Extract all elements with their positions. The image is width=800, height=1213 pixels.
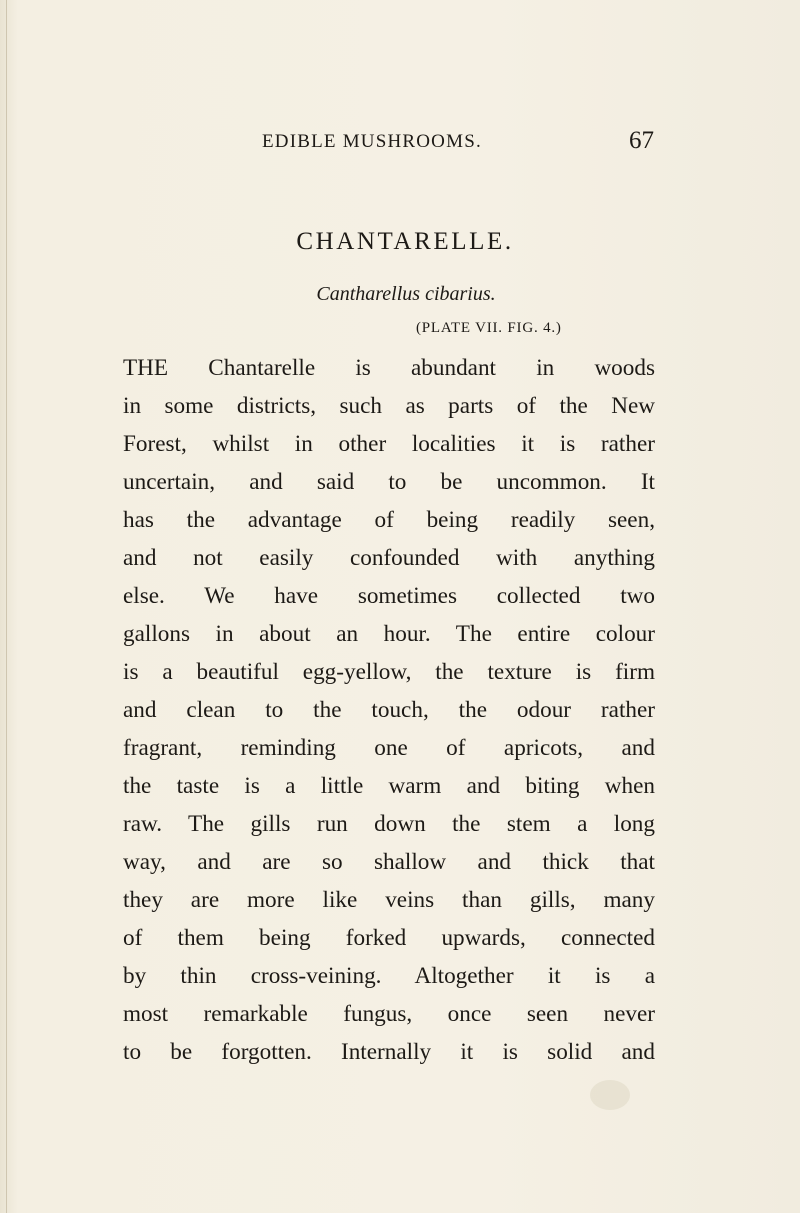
text-line: gallons in about an hour. The entire colour xyxy=(123,621,655,647)
text-line: way, and are so shallow and thick that xyxy=(123,849,655,875)
text-line: is a beautiful egg-yellow, the texture is firm xyxy=(123,659,655,685)
text-line: raw. The gills run down the stem a long xyxy=(123,811,655,837)
text-line: fragrant, reminding one of apricots, and xyxy=(123,735,655,761)
text-line: THE Chantarelle is abundant in woods xyxy=(123,355,655,381)
text-line: by thin cross-veining. Altogether it is a xyxy=(123,963,655,989)
text-line: and not easily confounded with anything xyxy=(123,545,655,571)
text-line: has the advantage of being readily seen, xyxy=(123,507,655,533)
section-heading xyxy=(0,228,800,256)
running-title: EDIBLE MUSHROOMS. xyxy=(262,131,482,152)
text-line: to be forgotten. Internally it is solid and xyxy=(123,1039,655,1065)
text-line: of them being forked upwards, connected xyxy=(123,925,655,951)
latin-name-text: Cantharellus cibarius. xyxy=(316,283,496,305)
page-number: 67 xyxy=(629,127,654,154)
binding-gutter xyxy=(6,0,7,1213)
paper-stain xyxy=(590,1080,630,1110)
text-line: else. We have sometimes collected two xyxy=(123,583,655,609)
text-line: uncertain, and said to be uncommon. It xyxy=(123,469,655,495)
plate-reference: (PLATE VII. FIG. 4.) xyxy=(416,320,562,336)
text-line: and clean to the touch, the odour rather xyxy=(123,697,655,723)
text-line: the taste is a little warm and biting when xyxy=(123,773,655,799)
text-line: they are more like veins than gills, many xyxy=(123,887,655,913)
section-title: CHANTARELLE. xyxy=(296,228,514,255)
running-head xyxy=(262,127,654,157)
text-line: Forest, whilst in other localities it is rather xyxy=(123,431,655,457)
text-line: most remarkable fungus, once seen never xyxy=(123,1001,655,1027)
latin-name xyxy=(0,283,800,306)
body-paragraph xyxy=(123,349,655,1071)
text-line: in some districts, such as parts of the New xyxy=(123,393,655,419)
